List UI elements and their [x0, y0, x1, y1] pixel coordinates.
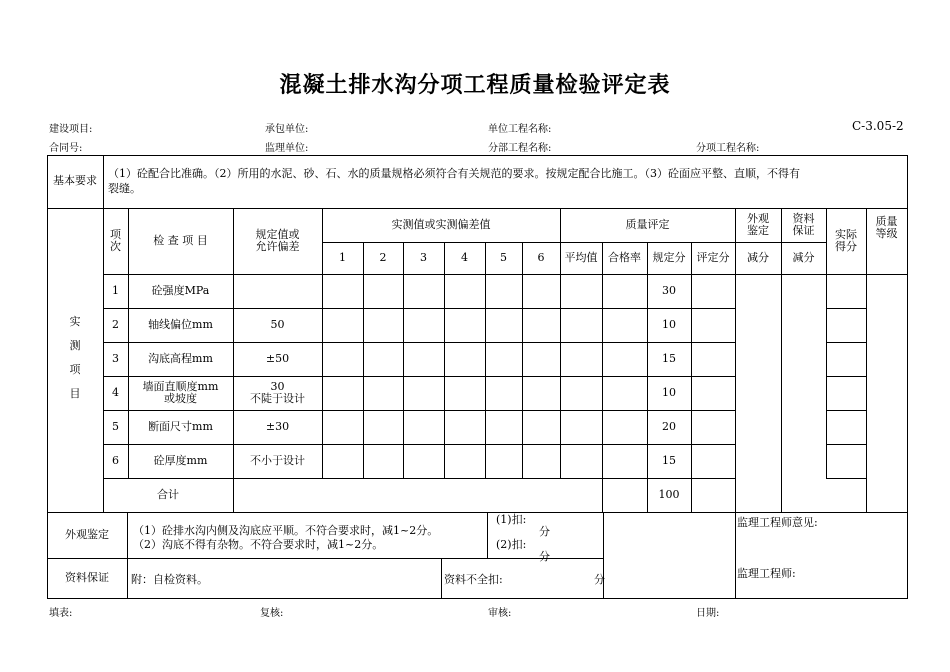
row-no: 1	[112, 284, 119, 297]
table-hline	[47, 155, 908, 156]
col-measure-1: 1	[339, 251, 346, 264]
col-seq	[103, 208, 128, 274]
page-title: 混凝土排水沟分项工程质量检验评定表	[279, 73, 671, 98]
row-spec: 30 不陡于设计	[250, 380, 305, 405]
col-actual-line2: 得分	[835, 240, 857, 253]
table-vline	[363, 242, 364, 479]
row-item: 砼强度MPa	[151, 284, 210, 297]
table-hline	[826, 308, 867, 309]
appearance-deduct2: (2)扣:	[496, 538, 527, 551]
table-hline	[826, 478, 867, 479]
col-grade-line1: 质量	[875, 215, 898, 228]
row-spec: 不小于设计	[250, 454, 305, 467]
row-std-score: 15	[662, 454, 676, 467]
engineer-opinion-label: 监理工程师意见:	[737, 516, 818, 529]
table-hline	[47, 598, 908, 599]
table-vline	[127, 512, 128, 599]
basic-req-label: 基本要求	[53, 174, 97, 187]
table-vline	[602, 242, 603, 513]
table-vline	[522, 242, 523, 479]
appearance-line1: （1）砼排水沟内侧及沟底应平顺。不符合要求时，减1~2分。	[133, 524, 439, 537]
col-measured: 实测值或实测偏差值	[391, 218, 491, 231]
col-quality: 质量评定	[625, 218, 670, 231]
row-std-score: 10	[662, 318, 676, 331]
col-seq-text: 项次	[110, 228, 121, 253]
row-item: 轴线偏位mm	[148, 318, 213, 331]
col-appearance-line2: 鉴定	[747, 224, 769, 237]
data-assurance-label: 资料保证	[65, 571, 109, 584]
division-project-label: 分部工程名称:	[488, 143, 552, 154]
table-hline	[47, 558, 604, 559]
table-vline	[485, 242, 486, 479]
col-data-line1: 资料	[792, 212, 815, 225]
col-spec	[233, 208, 322, 274]
table-vline	[487, 512, 488, 559]
col-appearance	[735, 208, 781, 242]
col-grade-line2: 等级	[875, 227, 898, 240]
col-measure-6: 6	[537, 251, 545, 264]
audit-label: 审核:	[488, 608, 512, 619]
row-std-score: 30	[662, 284, 676, 297]
col-item: 检 查 项 目	[153, 234, 208, 247]
row-item: 墙面直顺度mm 或坡度	[142, 380, 219, 405]
basic-req-line2: 裂缝。	[108, 182, 141, 195]
row-std-score: 15	[662, 352, 676, 365]
side-char: 实	[69, 315, 81, 328]
table-hline	[826, 342, 867, 343]
table-vline	[103, 155, 104, 209]
measured-items-side-label	[68, 310, 82, 406]
col-actual-line1: 实际	[835, 228, 857, 241]
row-item: 沟底高程mm	[148, 352, 213, 365]
project-label: 建设项目:	[49, 124, 93, 135]
doc-code: C-3.05-2	[852, 119, 904, 133]
table-hline	[47, 512, 908, 513]
col-measure-4: 4	[461, 251, 468, 264]
supervisor-label: 监理单位:	[265, 143, 309, 154]
date-label: 日期:	[696, 608, 720, 619]
col-eval-score: 评定分	[696, 251, 730, 264]
row-std-score: 20	[662, 420, 676, 433]
data-incomplete-label: 资料不全扣:	[444, 573, 503, 586]
sub-project-label: 分项工程名称:	[696, 143, 760, 154]
col-data-deduct: 减分	[792, 251, 815, 264]
col-measure-3: 3	[420, 251, 427, 264]
table-vline	[735, 512, 736, 599]
row-no: 5	[112, 420, 119, 433]
col-measure-2: 2	[379, 251, 387, 264]
table-vline	[403, 242, 404, 479]
col-appearance-deduct: 减分	[747, 251, 769, 264]
col-measure-5: 5	[500, 251, 507, 264]
row-no: 2	[112, 318, 119, 331]
col-data	[781, 208, 826, 242]
side-char: 项	[69, 363, 81, 376]
col-data-line2: 保证	[792, 224, 815, 237]
appearance-deduct2-unit: 分	[539, 550, 550, 563]
appearance-line2: （2）沟底不得有杂物。不符合要求时，减1~2分。	[133, 538, 384, 551]
appearance-label: 外观鉴定	[65, 528, 109, 541]
unit-project-label: 单位工程名称:	[488, 124, 552, 135]
row-std-score: 10	[662, 386, 676, 399]
row-spec: ±30	[265, 420, 290, 433]
data-incomplete-unit: 分	[594, 573, 605, 586]
contract-no-label: 合同号:	[49, 143, 83, 154]
review-label: 复核:	[260, 608, 284, 619]
engineer-signature-label: 监理工程师:	[737, 567, 796, 580]
appearance-deduct1-unit: 分	[539, 525, 550, 538]
row-no: 4	[112, 386, 119, 399]
col-actual	[826, 208, 866, 274]
row-no: 3	[112, 352, 119, 365]
row-spec: 50	[270, 318, 285, 331]
row-spec: ±50	[265, 352, 290, 365]
col-appearance-line1: 外观	[747, 212, 769, 225]
table-vline	[444, 242, 445, 479]
row-item: 断面尺寸mm	[148, 420, 213, 433]
col-pass-rate: 合格率	[608, 251, 641, 264]
col-std-score: 规定分	[652, 251, 686, 264]
table-vline	[441, 558, 442, 599]
fill-label: 填表:	[49, 608, 73, 619]
side-char: 目	[69, 387, 81, 400]
appearance-deduct1: (1)扣:	[496, 513, 527, 526]
data-assurance-text: 附：自检资料。	[131, 573, 208, 586]
row-no: 6	[112, 454, 119, 467]
total-score: 100	[658, 488, 680, 501]
col-spec-line1: 规定值或	[255, 228, 300, 241]
row-item: 砼厚度mm	[153, 454, 208, 467]
table-hline	[826, 444, 867, 445]
table-hline	[826, 376, 867, 377]
total-label: 合计	[157, 488, 179, 501]
col-avg: 平均值	[564, 251, 598, 264]
row-spec	[233, 274, 322, 308]
table-hline	[826, 410, 867, 411]
contractor-label: 承包单位:	[265, 124, 309, 135]
basic-req-line1: （1）砼配合比准确。（2）所用的水泥、砂、石、水的质量规格必须符合有关规范的要求。按规定配合比施工。（3）砼面应平整、直顺，不得有	[108, 167, 800, 180]
col-spec-line2: 允许偏差	[255, 240, 300, 253]
col-grade	[866, 208, 907, 274]
table-vline	[907, 155, 908, 599]
table-vline	[691, 242, 692, 513]
side-char: 测	[69, 339, 81, 352]
